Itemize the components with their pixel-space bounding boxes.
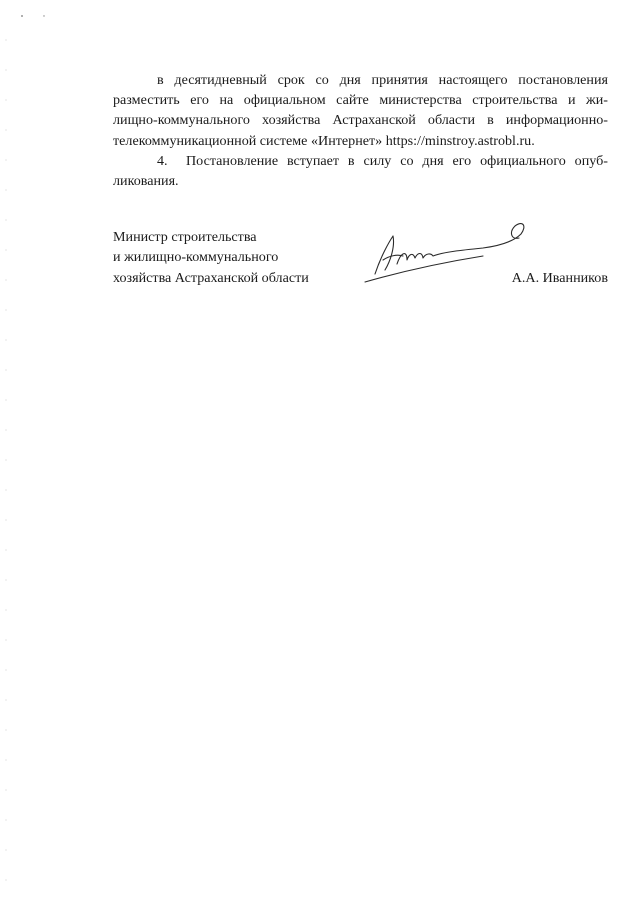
paragraph-line: в десятидневный срок со дня принятия настоящего постановления bbox=[157, 72, 608, 88]
paragraph-4-line-2: ликования. bbox=[113, 173, 179, 190]
paragraph-line: лищно-коммунального хозяйства Астраханской области в информационно- bbox=[113, 112, 608, 129]
signer-title-line: и жилищно-коммунального bbox=[113, 249, 279, 266]
signer-title-line: хозяйства Астраханской области bbox=[113, 269, 309, 286]
signer-name: А.А. Иванников bbox=[511, 269, 608, 286]
paragraph-number: 4. bbox=[157, 152, 168, 169]
scan-edge-dots bbox=[0, 0, 12, 905]
paragraph-line: телекоммуникационной системе «Интернет» https://minstroy.astrobl.ru. bbox=[113, 132, 535, 149]
signature-block bbox=[113, 227, 608, 287]
paragraph-4-line-1 bbox=[113, 151, 608, 171]
paragraph-line: разместить его на официальном сайте министерства строительства и жи- bbox=[113, 92, 608, 109]
document-body bbox=[113, 70, 608, 191]
signer-title bbox=[113, 227, 309, 288]
signer-title-line: Министр строительства bbox=[113, 229, 257, 245]
paragraph-text: Постановление вступает в силу со дня его официального опуб- bbox=[186, 152, 608, 169]
